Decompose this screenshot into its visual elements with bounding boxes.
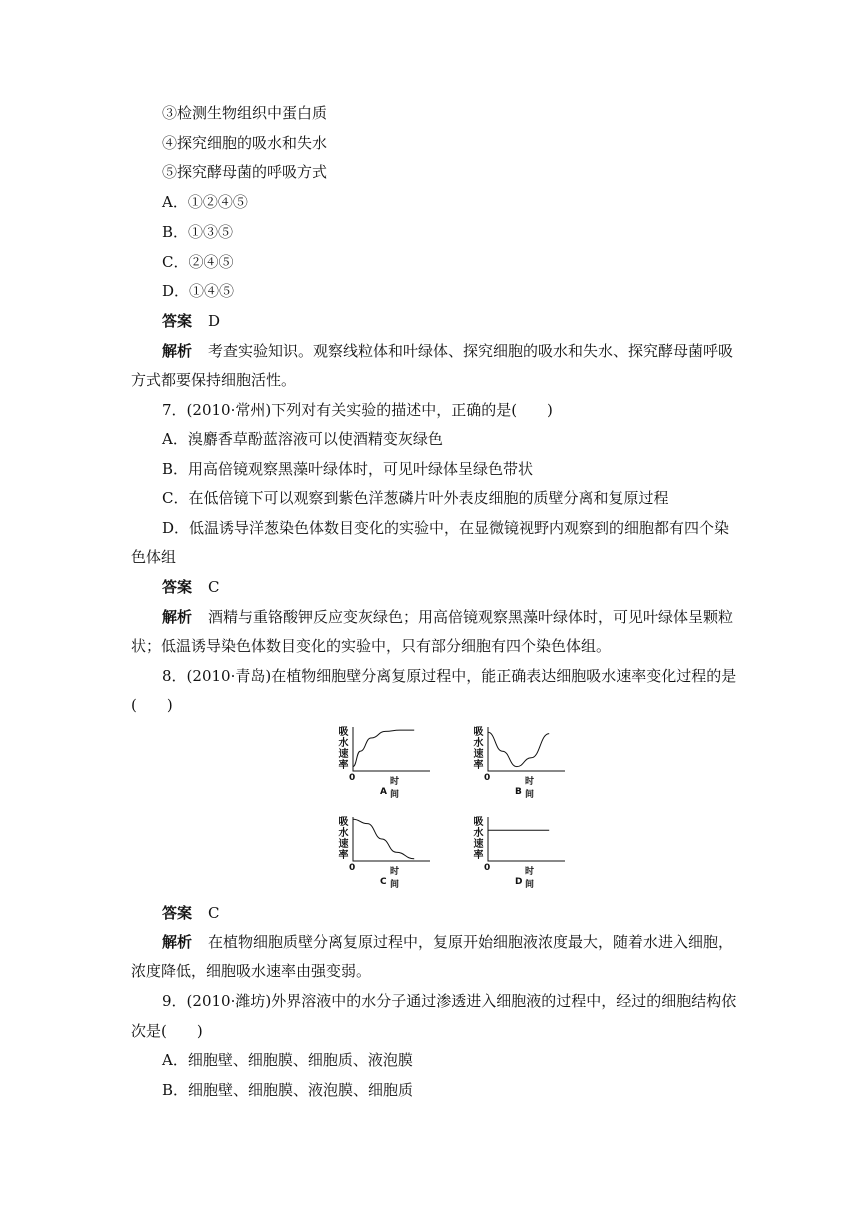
answer-value: D <box>208 312 221 330</box>
q9-stem-cont: 次是( ) <box>131 1022 203 1040</box>
q6-answer <box>162 311 220 331</box>
choice-d: D．①④⑤ <box>162 282 235 300</box>
answer-value: C <box>208 904 220 922</box>
chart-plot <box>352 727 434 775</box>
origin-label: 0 <box>349 773 356 783</box>
y-axis-label: 吸水速率 <box>473 817 484 861</box>
y-axis-label: 吸水速率 <box>338 817 349 861</box>
q7-answer <box>162 577 220 597</box>
chart-plot <box>352 817 434 865</box>
q6-analysis <box>162 341 733 361</box>
option-item-5: ⑤探究酵母菌的呼吸方式 <box>162 163 328 181</box>
q8-analysis <box>162 932 733 952</box>
answer-label: 答案 <box>162 312 193 330</box>
q9-choice-b: B．细胞壁、细胞膜、液泡膜、细胞质 <box>162 1081 414 1099</box>
panel-label: B <box>515 787 522 797</box>
q6-analysis-cont: 方式都要保持细胞活性。 <box>131 371 297 389</box>
q8-analysis-cont: 浓度降低，细胞吸水速率由强变弱。 <box>131 962 372 980</box>
q7-choice-d: D．低温诱导洋葱染色体数目变化的实验中，在显微镜视野内观察到的细胞都有四个染 <box>162 519 730 537</box>
origin-label: 0 <box>484 773 491 783</box>
analysis-label: 解析 <box>162 608 193 626</box>
q7-choice-b: B．用高倍镜观察黑藻叶绿体时，可见叶绿体呈绿色带状 <box>162 460 534 478</box>
x-axis-label: 时间 <box>525 867 535 890</box>
option-item-3: ③检测生物组织中蛋白质 <box>162 104 328 122</box>
y-axis-label: 吸水速率 <box>338 727 349 771</box>
origin-label: 0 <box>484 863 491 873</box>
x-axis-label: 时间 <box>525 777 535 800</box>
q7-choice-a: A．溴麝香草酚蓝溶液可以使酒精变灰绿色 <box>162 430 443 448</box>
y-axis-label: 吸水速率 <box>473 727 484 771</box>
x-axis-label: 时间 <box>390 867 400 890</box>
answer-value: C <box>208 578 220 596</box>
q7-analysis <box>162 607 733 627</box>
series-line-A <box>353 730 414 767</box>
q7-choice-c: C．在低倍镜下可以观察到紫色洋葱磷片叶外表皮细胞的质壁分离和复原过程 <box>162 489 669 507</box>
q9-stem: 9．(2010·潍坊)外界溶液中的水分子通过渗透进入细胞液的过程中，经过的细胞结构依 <box>162 992 737 1010</box>
choice-c: C．②④⑤ <box>162 253 234 271</box>
analysis-text: 考查实验知识。观察线粒体和叶绿体、探究细胞的吸水和失水、探究酵母菌呼吸 <box>208 342 734 360</box>
panel-label: A <box>380 787 387 797</box>
q7-analysis-cont: 状；低温诱导染色体数目变化的实验中，只有部分细胞有四个染色体组。 <box>131 637 612 655</box>
chart-plot <box>487 817 569 865</box>
choice-b: B．①③⑤ <box>162 223 234 241</box>
chart-plot <box>487 727 569 775</box>
q7-stem: 7．(2010·常州)下列对有关实验的描述中，正确的是( ) <box>162 401 553 419</box>
series-line-B <box>488 732 549 766</box>
series-line-C <box>353 819 414 859</box>
axes <box>353 727 430 771</box>
x-axis-label: 时间 <box>390 777 400 800</box>
answer-label: 答案 <box>162 904 193 922</box>
q7-choice-d-cont: 色体组 <box>131 548 177 566</box>
panel-label: D <box>515 877 523 887</box>
panel-label: C <box>380 877 387 887</box>
q8-answer <box>162 903 220 923</box>
analysis-label: 解析 <box>162 342 193 360</box>
q9-choice-a: A．细胞壁、细胞膜、细胞质、液泡膜 <box>162 1051 413 1069</box>
analysis-text: 酒精与重铬酸钾反应变灰绿色；用高倍镜观察黑藻叶绿体时，可见叶绿体呈颗粒 <box>208 608 734 626</box>
analysis-label: 解析 <box>162 933 193 951</box>
axes <box>488 817 565 861</box>
q8-stem: 8．(2010·青岛)在植物细胞壁分离复原过程中，能正确表达细胞吸水速率变化过程的是 <box>162 667 737 685</box>
option-item-4: ④探究细胞的吸水和失水 <box>162 134 328 152</box>
choice-a: A．①②④⑤ <box>162 193 248 211</box>
origin-label: 0 <box>349 863 356 873</box>
answer-label: 答案 <box>162 578 193 596</box>
analysis-text: 在植物细胞质壁分离复原过程中，复原开始细胞液浓度最大，随着水进入细胞， <box>208 933 734 951</box>
q8-stem-cont: ( ) <box>131 696 173 714</box>
